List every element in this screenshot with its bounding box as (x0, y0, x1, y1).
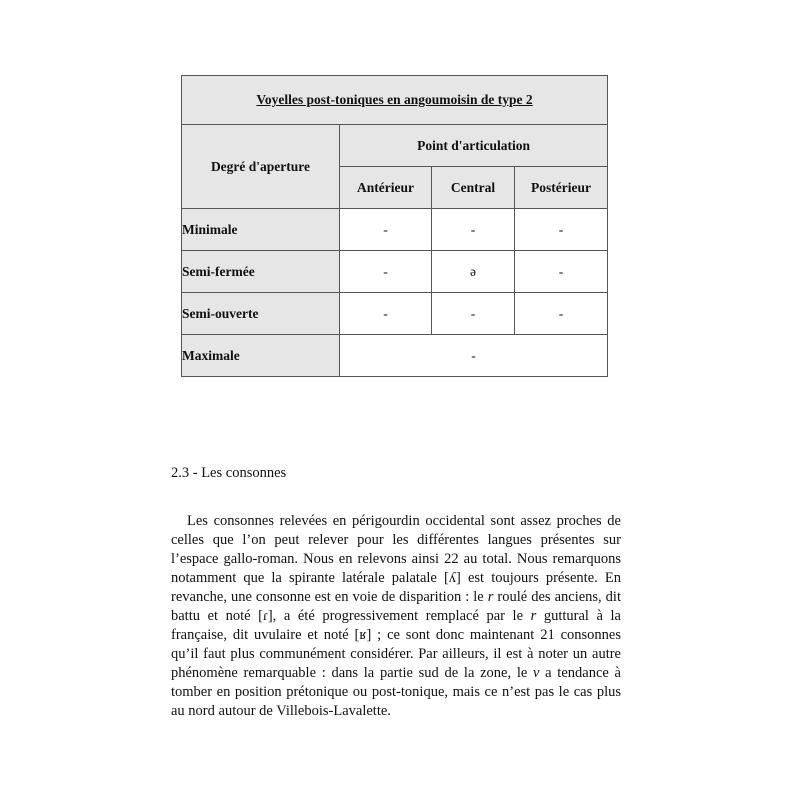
row-label: Minimale (182, 209, 340, 251)
table-title: Voyelles post-toniques en angoumoisin de type 2 (182, 76, 608, 125)
point-header: Point d'articulation (340, 125, 608, 167)
degree-header: Degré d'aperture (182, 125, 340, 209)
row-label: Maximale (182, 335, 340, 377)
vowel-table (181, 75, 608, 377)
row-label: Semi-fermée (182, 251, 340, 293)
italic-term: r (530, 608, 537, 624)
paragraph-text: Les consonnes relevées en périgourdin occidental sont assez proches de celles que l’on peut relever pour les différentes langues présentes sur l’espace gallo-roman. Nous en relevons ainsi 22 au total. Nous remarquons notamment que la spirante latérale palatale [ʎ] est toujours présente. En revanche, une consonne est en voie de disparition : le (171, 513, 621, 605)
table-row (182, 335, 608, 377)
table-cell: - (340, 335, 608, 377)
table-cell: - (515, 251, 608, 293)
column-header-posterior: Postérieur (515, 167, 608, 209)
column-header-anterior: Antérieur (340, 167, 432, 209)
paragraph-text: a tendance à tomber en position prétonique ou post-tonique, mais ce n’est pas le cas plus au nord autour de Villebois-Lavalette. (171, 665, 621, 719)
table-row (182, 293, 608, 335)
italic-term: r (487, 589, 494, 605)
table-cell: - (340, 209, 432, 251)
body-paragraph (171, 512, 621, 721)
row-label: Semi-ouverte (182, 293, 340, 335)
table-cell: - (515, 293, 608, 335)
paragraph-text: roulé des anciens, dit battu et noté [ɾ], a été progressivement remplacé par le (171, 589, 621, 624)
table-cell: ə (432, 251, 515, 293)
table-cell: - (515, 209, 608, 251)
table-cell: - (340, 251, 432, 293)
italic-term: v (533, 665, 540, 681)
paragraph-text: guttural à la française, dit uvulaire et noté [ʁ] ; ce sont donc maintenant 21 consonnes qu’il faut plus communément considérer. Par ailleurs, il est à noter un autre phénomène remarquable : dans la partie sud de la zone, le (171, 608, 621, 681)
column-header-central: Central (432, 167, 515, 209)
table-row (182, 209, 608, 251)
section-heading: 2.3 - Les consonnes (171, 465, 287, 481)
table-row (182, 251, 608, 293)
table-cell: - (340, 293, 432, 335)
table-cell: - (432, 293, 515, 335)
table-cell: - (432, 209, 515, 251)
